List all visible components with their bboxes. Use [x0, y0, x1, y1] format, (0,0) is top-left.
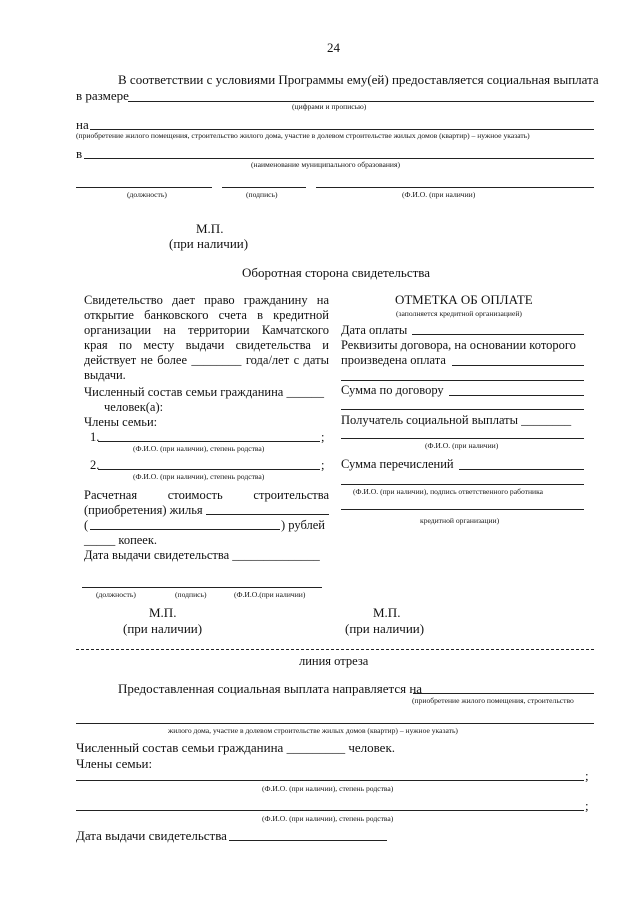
members-label: Члены семьи:: [84, 415, 158, 429]
member1-caption: (Ф.И.О. (при наличии), степень родства): [133, 444, 265, 453]
left-signature-line[interactable]: [82, 587, 322, 588]
cut-line-label: линия отреза: [299, 654, 369, 668]
transfer-sum-line-b[interactable]: [341, 484, 584, 485]
member1-number: 1.: [90, 430, 100, 444]
transfer-sum-line-a[interactable]: [459, 469, 584, 470]
bottom-members-label: Члены семьи:: [76, 756, 153, 771]
right-stamp-label: М.П.: [373, 605, 401, 620]
bottom-member1-line[interactable]: [76, 780, 584, 781]
family-count-line1: Численный состав семьи гражданина ______: [84, 385, 324, 399]
bottom-issue-date-line[interactable]: [229, 840, 387, 841]
directed-label: Предоставленная социальная выплата направляется на: [118, 681, 423, 696]
stamp-note: (при наличии): [169, 236, 249, 251]
purpose-caption: (приобретение жилого помещения, строительство жилого дома, участие в долевом строительстве жилых домов (квартир) – нужное указать): [76, 131, 530, 140]
officer-line[interactable]: [341, 509, 584, 510]
member1-line[interactable]: [98, 441, 320, 442]
stamp-label: М.П.: [196, 221, 224, 236]
cost-words-line[interactable]: [90, 529, 280, 530]
right-stamp-note: (при наличии): [345, 621, 425, 636]
payment-date-label: Дата оплаты: [341, 323, 408, 337]
left-name-caption: (Ф.И.О.(при наличии): [234, 590, 306, 599]
contract-sum-line-b[interactable]: [341, 409, 584, 410]
left-stamp-label: М.П.: [149, 605, 177, 620]
officer-caption-2: кредитной организации): [420, 516, 500, 525]
transfer-sum-label: Сумма перечислений: [341, 457, 454, 471]
member2-line[interactable]: [98, 469, 320, 470]
municipality-field-line[interactable]: [84, 158, 594, 159]
municipality-caption: (наименование муниципального образования): [251, 160, 400, 169]
member2-semicolon: ;: [321, 458, 325, 472]
amount-caption: (цифрами и прописью): [292, 102, 367, 111]
bottom-member2-semicolon: ;: [585, 798, 589, 813]
family-count-line2: человек(а):: [104, 400, 164, 414]
contract-sum-label: Сумма по договору: [341, 383, 444, 397]
contract-details-line2: произведена оплата: [341, 353, 446, 367]
certificate-text-2: открытие банковского счета в кредитной: [84, 308, 329, 322]
left-position-caption: (должность): [96, 590, 136, 599]
left-stamp-note: (при наличии): [123, 621, 203, 636]
contract-sum-line-a[interactable]: [449, 395, 584, 396]
bottom-family-count: Численный состав семьи гражданина _________ человек.: [76, 740, 396, 755]
cost-line2: (приобретения) жилья: [84, 503, 203, 517]
recipient-line[interactable]: [341, 438, 584, 439]
cost-line1: Расчетная стоимость строительства: [84, 488, 329, 502]
certificate-text-3: организации на территории Камчатского: [84, 323, 329, 337]
purpose-label: на: [76, 117, 89, 132]
signature-line[interactable]: [222, 187, 306, 188]
member2-number: 2.: [90, 458, 100, 472]
member1-semicolon: ;: [321, 430, 325, 444]
bottom-member2-caption: (Ф.И.О. (при наличии), степень родства): [262, 814, 394, 823]
bottom-member1-caption: (Ф.И.О. (при наличии), степень родства): [262, 784, 394, 793]
certificate-text-4: края по месту выдачи свидетельства и: [84, 338, 329, 352]
intro-paragraph-line2: в размере: [76, 88, 129, 103]
payment-date-line[interactable]: [412, 334, 584, 335]
certificate-text-6: выдачи.: [84, 368, 126, 382]
bottom-issue-date-label: Дата выдачи свидетельства: [76, 828, 227, 843]
name-caption: (Ф.И.О. (при наличии): [402, 190, 476, 199]
directed-caption-2: жилого дома, участие в долевом строительстве жилых домов (квартир) – нужное указать): [168, 726, 458, 735]
position-line[interactable]: [76, 187, 212, 188]
officer-caption-1: (Ф.И.О. (при наличии), подпись ответственного работника: [353, 487, 544, 496]
municipality-label: в: [76, 146, 83, 161]
cost-paren-open: (: [84, 518, 89, 532]
certificate-text-5: действует не более ________ года/лет с даты: [84, 353, 329, 367]
bottom-member1-semicolon: ;: [585, 768, 589, 783]
intro-paragraph-line1: В соответствии с условиями Программы ему(ей) предоставляется социальная выплата: [118, 72, 599, 87]
member2-caption: (Ф.И.О. (при наличии), степень родства): [133, 472, 265, 481]
contract-details-line-a[interactable]: [452, 365, 584, 366]
position-caption: (должность): [127, 190, 167, 199]
directed-line-b[interactable]: [76, 723, 594, 724]
contract-details-line1: Реквизиты договора, на основании которого: [341, 338, 576, 352]
page-number: 24: [327, 40, 340, 55]
directed-line-a[interactable]: [413, 693, 594, 694]
payment-mark-title: ОТМЕТКА ОБ ОПЛАТЕ: [395, 292, 533, 307]
purpose-field-line[interactable]: [90, 129, 594, 130]
recipient-caption: (Ф.И.О. (при наличии): [425, 441, 499, 450]
cost-rubles: ) рублей: [281, 518, 325, 532]
recipient-label: Получатель социальной выплаты ________: [341, 413, 572, 427]
cost-amount-line[interactable]: [206, 514, 329, 515]
bottom-member2-line[interactable]: [76, 810, 584, 811]
cut-dashed-line: [76, 649, 594, 650]
certificate-text-1: Свидетельство дает право гражданину на: [84, 293, 329, 307]
cost-kopecks: _____ копеек.: [84, 533, 158, 547]
directed-caption-1: (приобретение жилого помещения, строительство: [412, 696, 574, 705]
left-signature-caption: (подпись): [175, 590, 207, 599]
name-line[interactable]: [316, 187, 594, 188]
contract-details-line-b[interactable]: [341, 380, 584, 381]
signature-caption: (подпись): [246, 190, 278, 199]
payment-mark-note: (заполняется кредитной организацией): [396, 309, 522, 318]
reverse-side-title: Оборотная сторона свидетельства: [242, 265, 431, 280]
issue-date-left: Дата выдачи свидетельства ______________: [84, 548, 320, 562]
